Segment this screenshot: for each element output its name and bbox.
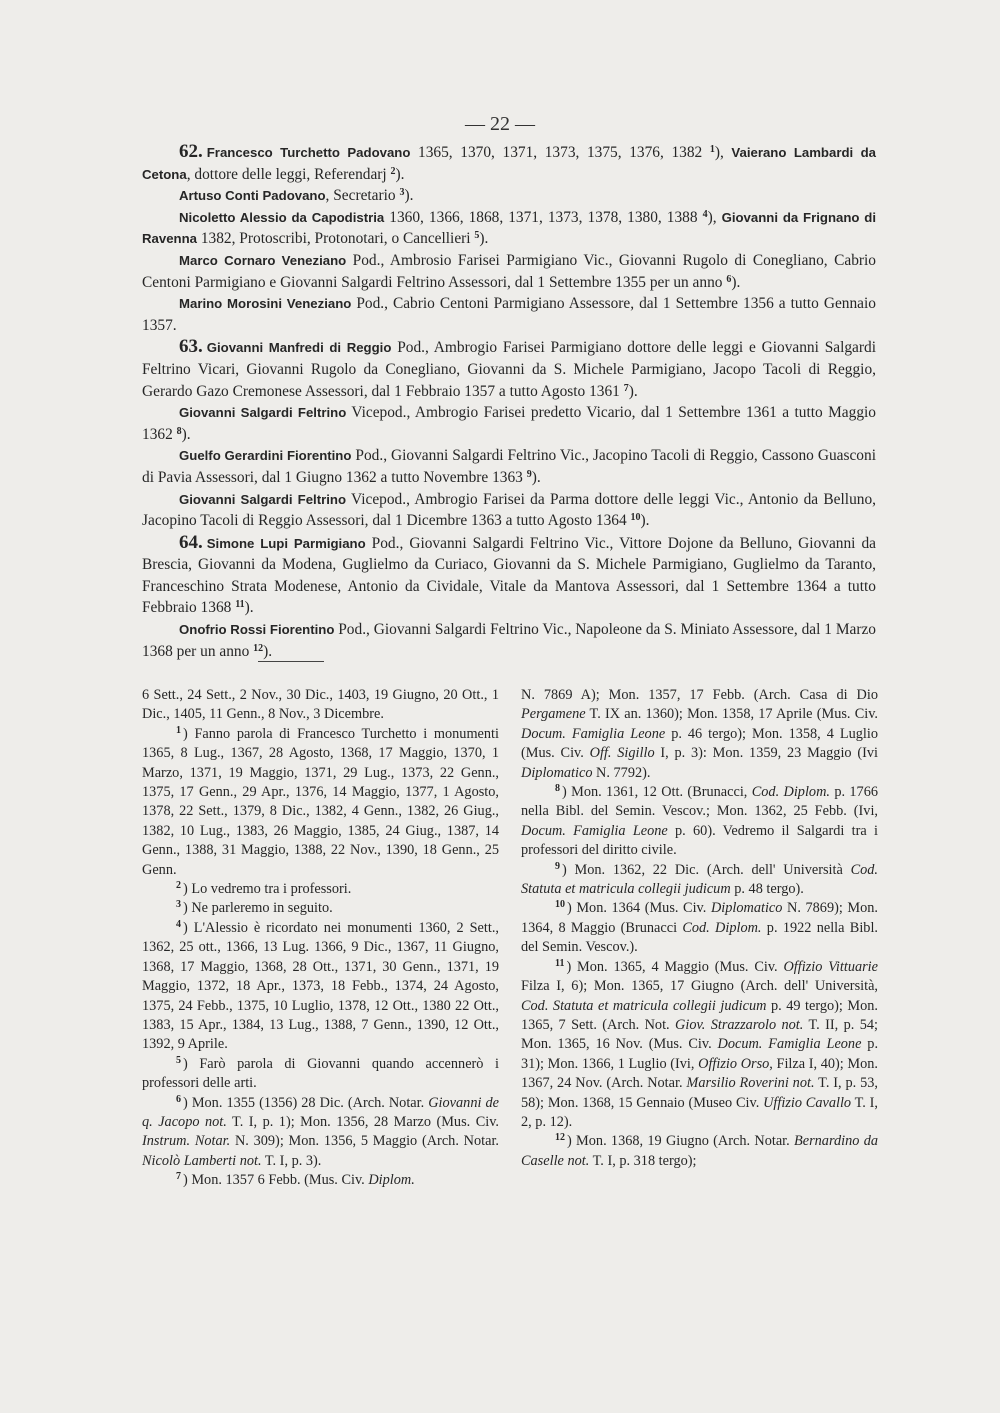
person-name: Artuso Conti Padovano <box>179 188 326 204</box>
italic-title: Docum. Famiglia Leone <box>521 725 666 742</box>
italic-title: Offizio Orso <box>698 1055 770 1072</box>
text-run: ). <box>531 468 541 486</box>
text-run: ). <box>731 273 741 291</box>
text-run: p. 1922 nella Bibl. del Semin. Vescov.). <box>521 919 878 956</box>
footnote-ref: 5 <box>176 1054 181 1066</box>
italic-title: Docum. Famiglia Leone <box>717 1036 862 1053</box>
text-run: 6 Sett., 24 Sett., 2 Nov., 30 Dic., 1403, 19 Giugno, 20 Ott., 1 Dic., 1405, 11 Genn., 8 Nov., 3 Dicembre. <box>142 687 499 723</box>
page-number: — 22 — <box>465 113 535 135</box>
footnote <box>142 1171 499 1190</box>
section-number: 64. <box>179 531 203 553</box>
main-paragraph <box>142 619 876 662</box>
footnote-ref: 2 <box>176 880 181 892</box>
footnote-ref: 9 <box>555 860 560 872</box>
italic-title: Off. Sigillo <box>589 745 655 762</box>
person-name: Marco Cornaro Veneziano <box>179 252 347 268</box>
text-run: , Secretario <box>325 187 400 205</box>
text-run: T. I, 2, p. 12). <box>521 1094 878 1130</box>
italic-title: Cod. Diplom. <box>751 784 830 801</box>
footnote <box>142 1094 499 1172</box>
footnote-ref: 10 <box>630 512 641 524</box>
text-run: p. 46 tergo); Mon. 1358, 4 Luglio (Mus. Civ. <box>521 725 878 762</box>
main-text <box>142 141 876 662</box>
text-run: Pod., Giovanni Salgardi Feltrino Vic., Vittore Dojone da Belluno, Giovanni da Brescia, Giovanni da Modena, Guglielmo da Curiaco, Giovanni da S. Michele Parmigiano, Guglielmo da Taranto, Franceschino Strata Modenese, Antonio da Cividale, Vitale da Mantova Assessori, dal 1 Settembre 1364 a tutto Febbraio 1368 <box>142 534 876 617</box>
text-run: ) Mon. 1362, 22 Dic. (Arch. dell' Università <box>562 861 851 878</box>
person-name: Guelfo Gerardini Fiorentino <box>179 448 352 464</box>
text-run: 1360, 1366, 1868, 1371, 1373, 1378, 1380, 1388 <box>384 208 703 226</box>
person-name: Nicoletto Alessio da Capodistria <box>179 209 385 225</box>
footnote-ref: 1 <box>176 724 181 736</box>
footnote <box>521 1132 878 1171</box>
text-run: Pod., Giovanni Salgardi Feltrino Vic., Napoleone da S. Miniato Assessore, dal 1 Marzo 1368 per un anno <box>142 621 876 660</box>
main-paragraph <box>142 532 876 619</box>
main-paragraph <box>142 293 876 336</box>
footnote <box>521 783 878 861</box>
text-run: p. 48 tergo). <box>730 881 804 898</box>
footnote-ref: 7 <box>623 382 629 394</box>
footnote-ref: 8 <box>176 425 182 437</box>
footnote <box>521 899 878 957</box>
italic-title: Marsilio Roverini not. <box>686 1075 815 1092</box>
text-run: Pod., Cabrio Centoni Parmigiano Assessore, dal 1 Settembre 1356 a tutto Gennaio 1357. <box>142 295 876 334</box>
text-run: p. 60). Vedremo il Salgardi tra i professori del diritto civile. <box>521 822 878 859</box>
text-run: ) Mon. 1361, 12 Ott. (Brunacci, <box>562 784 752 801</box>
person-name: Onofrio Rossi Fiorentino <box>179 622 335 638</box>
italic-title: Instrum. Notar. <box>142 1133 231 1150</box>
footnote-ref: 6 <box>726 273 732 285</box>
italic-title: Docum. Famiglia Leone <box>521 822 668 839</box>
text-run: T. II, p. 54; Mon. 1365, 16 Nov. (Mus. Civ. <box>521 1016 878 1053</box>
text-run: Vicepod., Ambrogio Farisei da Parma dottore delle leggi Vic., Antonio da Belluno, Jacopino Tacoli di Reggio Assessori, dal 1 Dicembre 1363 a tutto Agosto 1364 <box>142 490 877 530</box>
footnotes-left-column <box>142 686 499 1191</box>
footnote <box>521 861 878 900</box>
footnote-ref: 12 <box>555 1132 565 1144</box>
text-run: ) Mon. 1355 (1356) 28 Dic. (Arch. Notar. <box>183 1094 429 1111</box>
footnote-ref: 4 <box>176 918 181 930</box>
main-paragraph <box>142 489 876 532</box>
footnote-ref: 11 <box>555 957 565 969</box>
italic-title: Diplomatico <box>710 900 783 917</box>
text-run: ). <box>181 425 191 443</box>
text-run: ) Ne parleremo in seguito. <box>183 900 333 917</box>
person-name: Giovanni da Frignano di Ravenna <box>142 209 877 247</box>
footnote <box>521 958 878 1133</box>
text-run: T. I, p. 3). <box>261 1152 322 1169</box>
text-run: ). <box>244 599 254 617</box>
text-run: ) L'Alessio è ricordato nei monumenti 1360, 2 Sett., 1362, 25 ott., 1366, 13 Lug. 1366, 9 Dic., 1367, 11 Giugno, 1368, 17 Maggio, 1368, 28 Ott., 1371, 30 Genn., 1371, 19 Maggio, 1372, 18 Apr., 1373, 18 Febb., 1374, 24 Agosto, 1375, 24 Febb., 1375, 10 Luglio, 1378, 12 Ott., 1380 22 Ott., 1383, 15 Apr., 1384, 13 Lug., 1388, 7 Genn., 1390, 12 Ott., 1392, 9 Aprile. <box>142 919 499 1053</box>
footnotes-right-column <box>521 686 878 1171</box>
person-name: Vaierano Lambardi da Cetona <box>142 145 876 182</box>
footnote-ref: 2 <box>390 165 396 177</box>
text-run: N. 309); Mon. 1356, 5 Maggio (Arch. Notar. <box>230 1133 499 1150</box>
text-run: T. IX an. 1360); Mon. 1358, 17 Aprile (Mus. Civ. <box>585 706 878 723</box>
main-paragraph <box>142 250 876 293</box>
text-run: ). <box>404 187 414 205</box>
text-run: 1382, Protoscribi, Protonotari, o Cancellieri <box>196 230 475 248</box>
footnote-ref: 9 <box>526 468 532 480</box>
footnote-separator <box>258 661 324 662</box>
text-run: , Filza I, 40); Mon. 1367, 24 Nov. (Arch. Notar. <box>521 1055 878 1092</box>
italic-title: Cod. Statuta et matricula collegii judicum <box>521 861 878 898</box>
person-name: Marino Morosini Veneziano <box>179 296 352 312</box>
person-name: Simone Lupi Parmigiano <box>206 535 366 551</box>
person-name: Giovanni Salgardi Feltrino <box>179 405 347 421</box>
text-run: Pod., Ambrosio Farisei Parmigiano Vic., Giovanni Rugolo di Conegliano, Cabrio Centoni Parmigiano e Giovanni Salgardi Feltrino Assessori, dal 1 Settembre 1355 per un anno <box>142 251 876 291</box>
italic-title: Nicolò Lamberti not. <box>142 1152 262 1169</box>
footnote <box>142 919 499 1055</box>
text-run: ) Fanno parola di Francesco Turchetto i monumenti 1365, 8 Lug., 1367, 28 Agosto, 1368, 17 Maggio, 1370, 1 Marzo, 1371, 19 Maggio, 1371, 29 Lug., 1373, 22 Genn., 1375, 17 Genn., 29 Apr., 1376, 14 Maggio, 1377, 1 Agosto, 1378, 22 Sett., 1379, 8 Dic., 1382, 4 Genn., 1382, 26 Giug., 1382, 10 Lug., 1383, 26 Maggio, 1385, 24 Giug., 1387, 14 Genn., 1388, 31 Maggio, 1388, 22 Nov., 1390, 18 Genn., 25 Genn. <box>142 725 499 878</box>
footnote-ref: 12 <box>253 642 264 654</box>
text-run: ). <box>479 230 489 248</box>
text-run: p. 31); Mon. 1366, 1 Luglio (Ivi, <box>521 1036 879 1072</box>
text-run: T. I, p. 53, 58); Mon. 1368, 15 Gennaio (Museo Civ. <box>521 1075 878 1111</box>
text-run: ), <box>707 208 722 226</box>
footnote-ref: 3 <box>399 187 405 199</box>
footnote-ref: 3 <box>176 899 181 911</box>
text-run: ) Mon. 1365, 4 Maggio (Mus. Civ. <box>566 958 784 975</box>
section-number: 63. <box>179 336 203 358</box>
main-paragraph <box>142 336 876 402</box>
text-run: ) Mon. 1368, 19 Giugno (Arch. Notar. <box>567 1133 795 1150</box>
footnote-ref: 5 <box>474 230 480 242</box>
footnote-ref: 8 <box>555 783 560 795</box>
text-run: p. 1766 nella Bibl. del Semin. Vescov.; Mon. 1362, 25 Febb. (Ivi, <box>521 784 878 820</box>
italic-title: Giovanni de q. Jacopo not. <box>142 1094 499 1130</box>
text-run: Pod., Giovanni Salgardi Feltrino Vic., Jacopino Tacoli di Reggio, Cassono Guasconi di Pavia Assessori, dal 1 Giugno 1362 a tutto Novembre 1363 <box>142 447 876 486</box>
italic-title: Offizio Vittuarie <box>783 958 878 975</box>
text-run: T. I, p. 318 tergo); <box>589 1152 697 1169</box>
text-run: ) Mon. 1357 6 Febb. (Mus. Civ. <box>183 1172 369 1189</box>
text-run: ) Lo vedremo tra i professori. <box>183 881 352 898</box>
main-paragraph <box>142 402 876 445</box>
footnote-ref: 1 <box>709 144 715 155</box>
section-number: 62. <box>179 141 203 162</box>
italic-title: Cod. Diplom. <box>682 919 762 936</box>
footnote <box>142 1055 499 1094</box>
text-run: ), <box>714 144 732 161</box>
person-name: Giovanni Salgardi Feltrino <box>179 491 347 507</box>
italic-title: Uffizio Cavallo <box>763 1094 852 1111</box>
text-run: ). <box>640 512 650 530</box>
text-run: I, p. 3): Mon. 1359, 23 Maggio (Ivi <box>654 745 878 762</box>
main-paragraph <box>142 141 876 185</box>
text-run: N. 7869); Mon. 1364, 8 Maggio (Brunacci <box>521 900 878 936</box>
text-run: ) Mon. 1364 (Mus. Civ. <box>567 900 711 917</box>
italic-title: Diplom. <box>368 1172 415 1189</box>
text-run: ). <box>628 382 638 400</box>
italic-title: Giov. Strazzarolo not. <box>675 1016 804 1033</box>
footnote <box>142 686 499 725</box>
footnote-ref: 6 <box>176 1093 181 1105</box>
text-run: N. 7869 A); Mon. 1357, 17 Febb. (Arch. Casa di Dio <box>521 687 878 703</box>
footnote-ref: 11 <box>235 599 245 611</box>
text-run: ) Farò parola di Giovanni quando accennerò i professori delle arti. <box>142 1055 499 1092</box>
text-run: ). <box>395 165 405 183</box>
text-run: 1365, 1370, 1371, 1373, 1375, 1376, 1382 <box>410 144 710 161</box>
text-run: Pod., Ambrogio Farisei Parmigiano dottore delle leggi e Giovanni Salgardi Feltrino Vicari, Giovanni Rugolo da Conegliano, Giovanni da S. Michele Parmigiano, Jacopo Tacoli di Reggio, Gerardo Gazo Cremonese Assessori, dal 1 Febbraio 1357 a tutto Agosto 1361 <box>142 339 876 400</box>
text-run: T. I, p. 1); Mon. 1356, 28 Marzo (Mus. Civ. <box>226 1113 500 1130</box>
text-run: , dottore delle leggi, Referendarj <box>186 165 391 183</box>
text-run: ). <box>263 642 273 660</box>
footnote-ref: 10 <box>555 899 565 911</box>
footnote-ref: 4 <box>702 208 708 220</box>
footnote <box>142 880 499 899</box>
main-paragraph <box>142 185 876 207</box>
italic-title: Diplomatico <box>521 764 593 781</box>
footnote <box>142 725 499 880</box>
italic-title: Cod. Statuta et matricula collegii judicum <box>521 997 767 1014</box>
text-run: Vicepod., Ambrogio Farisei predetto Vicario, dal 1 Settembre 1361 a tutto Maggio 1362 <box>142 404 877 443</box>
italic-title: Pergamene <box>521 706 586 723</box>
italic-title: Bernardino da Caselle not. <box>521 1133 878 1169</box>
text-run: Filza I, 6); Mon. 1365, 17 Giugno (Arch. dell' Università, <box>521 978 878 995</box>
footnote <box>521 686 878 783</box>
text-run: N. 7792). <box>592 764 651 781</box>
main-paragraph <box>142 207 876 250</box>
footnote-ref: 7 <box>176 1171 181 1183</box>
text-run: p. 49 tergo); Mon. 1365, 7 Sett. (Arch. Not. <box>521 997 878 1033</box>
main-paragraph <box>142 445 876 488</box>
person-name: Giovanni Manfredi di Reggio <box>206 340 392 356</box>
footnote <box>142 899 499 918</box>
person-name: Francesco Turchetto Padovano <box>206 145 411 160</box>
